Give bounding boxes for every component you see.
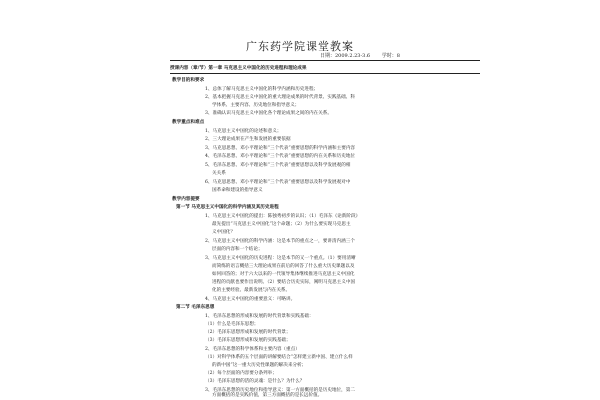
content-line: 1、马克思主义中国化的提出：陈独秀初步的认识；（1）毛泽东《论新阶段》 — [205, 214, 361, 219]
content-line: （3）毛泽东思想形成和发展的实践基础； — [205, 338, 291, 343]
content-line: 化的主要经验、最新发展与内在关系。 — [212, 288, 291, 293]
section-heading: 教学目的和要求 — [172, 78, 205, 83]
content-line: 1、毛泽东思想的形成和发展的时代背景和实践基础： — [205, 314, 314, 319]
page-title: 广东药学院课堂教案 — [246, 40, 354, 53]
header-rule-bottom — [170, 73, 480, 74]
content-line: 学体系、主要内容、历史地位和指导意义； — [212, 103, 300, 108]
content-line: 5、毛泽东思想、邓小平理论和“三个代表”重要思想以及科学发展观的相 — [205, 163, 351, 168]
content-line: 1、总体了解马克思主义中国化的科学内涵和历史进程； — [205, 87, 319, 92]
section-heading: 授课内容（章/节）第一章 马克思主义中国化的历史进程和理论成果 — [170, 66, 307, 71]
content-line: 关关系 — [212, 171, 226, 176]
content-line: （1）什么是毛泽东思想； — [205, 322, 259, 327]
content-line: 如何回答的；对于六大以来的一代领导集体继续推进马克思主义中国化 — [212, 272, 355, 277]
content-line: （3）毛泽东思想的活的灵魂：是什么？为什么？ — [205, 379, 305, 384]
content-line: 2、马克思主义中国化的科学内涵：这是本节的重点之一，要讲清内涵三个 — [205, 239, 355, 244]
content-line: 而简练的语言概括三大理论成果在前后的回答了什么重大历史课题以及 — [212, 264, 355, 269]
content-line: （2）每个层面的内容要分条列举； — [205, 371, 277, 376]
content-line: 6、马克思思想、邓小平理论和“三个代表”重要思想以及科学发展观对中 — [205, 180, 351, 185]
content-line: 的新中国”这一重大历史性课题的解决来分析； — [212, 363, 307, 368]
content-line: 2、毛泽东思想的科学体系和主要内容（重点） — [205, 347, 300, 352]
content-line: 国革命和建设的指导意义 — [212, 188, 263, 193]
meta-info — [320, 52, 520, 59]
content-line: 1、马克思主义中国化的论述和意义； — [205, 129, 282, 134]
period-text: 学时：8 — [381, 53, 400, 59]
content-line: 义中国化？ — [212, 230, 235, 235]
section-heading: 教学内容提要 — [172, 197, 200, 202]
content-line: 层面的内容和一个结论； — [212, 247, 263, 252]
content-line: 3、毛泽东思想的历史地位和指导意义：第一方面概括的是历史地位，第二 — [205, 388, 355, 393]
content-line: （2）毛泽东思想形成和发展的时代背景； — [205, 330, 291, 335]
header-rule-top — [170, 60, 480, 61]
content-line: 2、三大理论成果在产生和发展的重要依据 — [205, 137, 291, 142]
content-line: 最先提出“马克思主义中国化”这个命题；（2）为什么要实现马克思主 — [212, 222, 351, 227]
content-line: 4、毛泽东思想、邓小平理论和“三个代表”重要思想的内在关系和历史地位 — [205, 154, 356, 159]
content-line: （1）对科学体系的五个层面的讲解要结合“怎样建立新中国、建立什么样 — [205, 355, 353, 360]
content-line: 方面概括的是实践价值，第三方面概括的是长远价值。 — [212, 393, 323, 398]
content-line: 3、马克思主义中国化的历史进程：这是本节的又一个重点。（1）要用清晰 — [205, 256, 356, 261]
content-line: 2、基本把握马克思主义中国化的重大理论成果的时代背景、实践基础、科 — [205, 95, 355, 100]
section-heading: 教学重点和难点 — [172, 120, 205, 125]
section-heading: 第二节 毛泽东思想 — [176, 305, 215, 310]
section-heading: 第一节 马克思主义中国化的科学内涵及其历史进程 — [176, 205, 279, 210]
content-line: 3、准确认识马克思主义中国化各个理论成果之间的内在关系。 — [205, 111, 332, 116]
content-line: 进程的贡献也要作出说明。（2）要结合历史实际，阐明马克思主义中国 — [212, 280, 356, 285]
date-text: 日期：2009.2.23-3.6 — [320, 53, 371, 59]
content-line: 3、马克思思想、邓小平理论和“三个代表”重要思想的科学内涵和主要内容 — [205, 146, 356, 151]
content-line: 4、马克思主义中国化的重要意义：可略讲。 — [205, 297, 296, 302]
